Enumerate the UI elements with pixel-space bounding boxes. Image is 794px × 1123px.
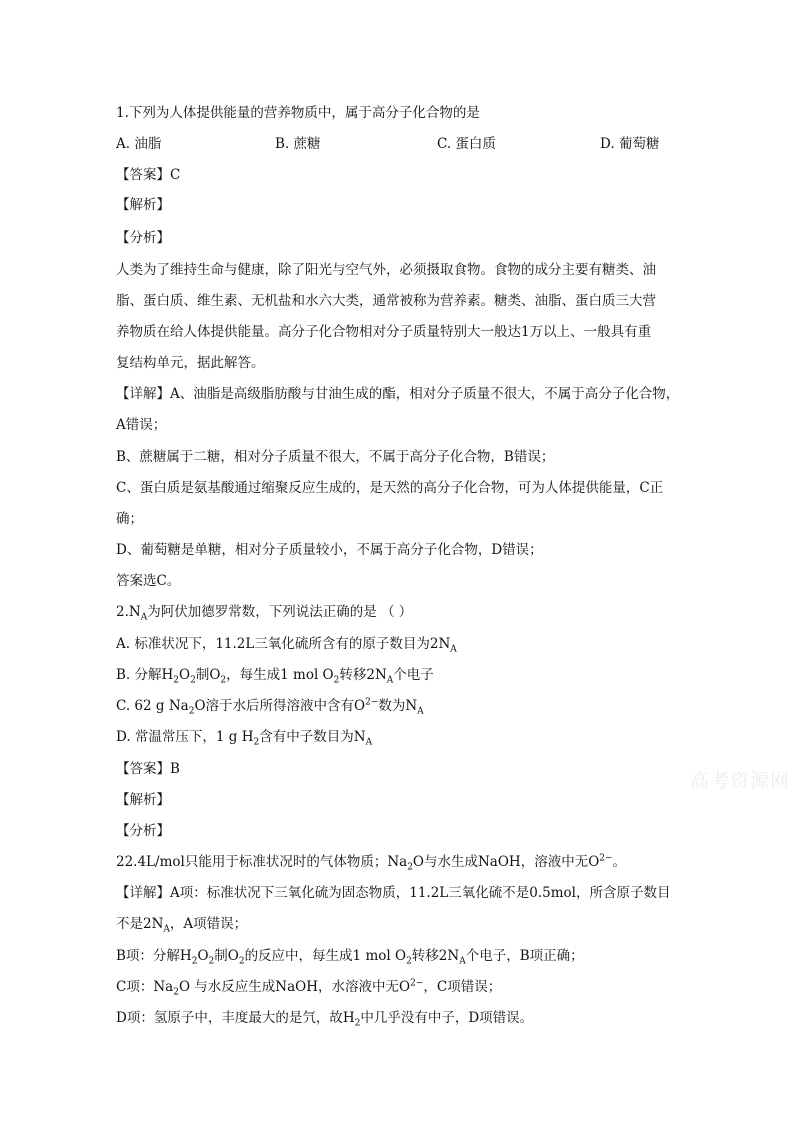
watermark: 高考资源网 [690,770,791,792]
q1-final-answer: 答案选C。 [116,573,181,589]
q1-jiexi-heading: 【解析】 [116,197,170,213]
q2-option-b: B. 分解$H_2O_2$制$O_2$，每生成1 mol $O_2$转移$2N_A$个电子 [116,667,434,686]
q2-option-d: D. 常温常压下，1 g $H_2$含有中子数目为$N_A$ [116,729,373,748]
q1-option-a: A. 油脂 [116,136,162,152]
q1-stem: 1.下列为人体提供能量的营养物质中，属于高分子化合物的是 [116,105,480,121]
q2-detail-a-line: 不是$2N_A$，A项错误； [116,916,248,935]
q1-fenxi-heading: 【分析】 [116,230,170,246]
q1-detail-line: 【详解】A、油脂是高级脂肪酸与甘油生成的酯，相对分子质量不很大，不属于高分子化合物， [116,386,680,402]
q2-detail-b-line: B项：分解$H_2O_2$制$O_2$的反应中，每生成1 mol $O_2$转移$2N_A$个电子，B项正确； [116,948,584,967]
q2-answer: 【答案】B [116,761,180,777]
q2-jiexi-heading: 【解析】 [116,792,170,808]
q1-detail-line: C、蛋白质是氨基酸通过缩聚反应生成的，是天然的高分子化合物，可为人体提供能量，C正 [116,480,664,496]
q2-fenxi-heading: 【分析】 [116,823,170,839]
q1-analysis-line: 养物质在给人体提供能量。高分子化合物相对分子质量特别大一般达1万以上、一般具有重 [116,324,652,340]
q1-option-b: B. 蔗糖 [275,136,321,152]
q2-detail-a-line: 【详解】A项：标准状况下三氧化硫为固态物质，11.2L三氧化硫不是0.5mol，所含原子数目 [116,885,671,901]
q1-analysis-line: 人类为了维持生命与健康，除了阳光与空气外，必须摄取食物。食物的成分主要有糖类、油 [116,262,656,278]
q1-option-d: D. 葡萄糖 [600,136,660,152]
q2-detail-d-line: D项：氢原子中，丰度最大的是氕，故$H_2$中几乎没有中子，D项错误。 [116,1010,534,1029]
q1-option-c: C. 蛋白质 [437,136,496,152]
q2-analysis-line: 22.4L/mol只能用于标准状况时的气体物质；$Na_2O$与水生成NaOH，溶液中无$O^{2-}$。 [116,853,627,873]
q1-analysis-line: 脂、蛋白质、维生素、无机盐和水六大类，通常被称为营养素。糖类、油脂、蛋白质三大营 [116,293,656,309]
q1-detail-line: A错误； [116,417,167,433]
q2-stem: $2.N_A$为阿伏加德罗常数，下列说法正确的是 （ ） [116,604,413,623]
q1-detail-line: D、葡萄糖是单糖，相对分子质量较小，不属于高分子化合物，D错误； [116,542,543,558]
q2-option-c: C. 62 g $Na_2O$溶于水后所得溶液中含有$O^{2-}$数为$N_A$ [116,697,424,717]
q1-answer: 【答案】C [116,167,181,183]
q2-option-a: A. 标准状况下，11.2L三氧化硫所含有的原子数目为$2N_A$ [116,636,457,655]
q1-detail-line: 确； [116,511,143,527]
q2-detail-c-line: C项：$Na_2O$ 与水反应生成NaOH，水溶液中无$O^{2-}$，C项错误； [116,978,502,998]
q1-analysis-line: 复结构单元，据此解答。 [116,355,265,371]
q1-detail-line: B、蔗糖属于二糖，相对分子质量不很大，不属于高分子化合物，B错误； [116,449,555,465]
